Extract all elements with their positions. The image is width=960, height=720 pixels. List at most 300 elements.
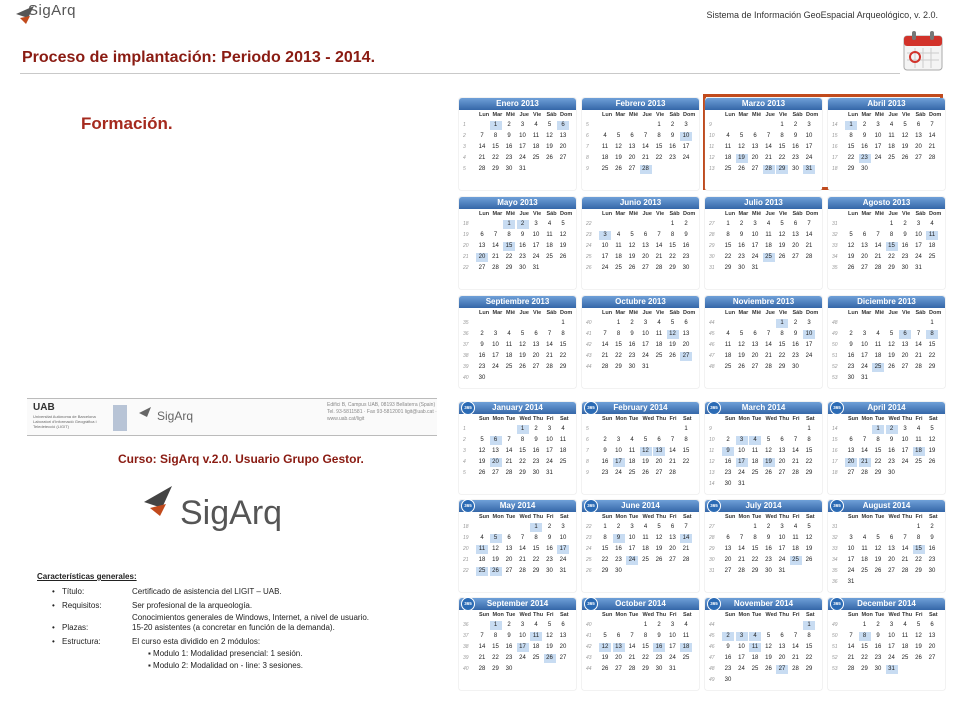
- day-cell: 2: [534, 426, 538, 432]
- weekday-label: Mié: [752, 112, 762, 118]
- day-cell: 25: [861, 568, 868, 574]
- day-cell: 8: [493, 633, 498, 639]
- day-cell: 21: [915, 353, 922, 359]
- day-cell: 2: [630, 320, 634, 326]
- week-number: 41: [586, 633, 592, 639]
- day-cell: 2: [862, 122, 867, 128]
- day-cell: 7: [793, 437, 798, 443]
- day-cell: 19: [601, 655, 609, 661]
- day-cell: 27: [778, 470, 786, 476]
- weekday-label: Dom: [929, 310, 942, 316]
- day-cell: 11: [874, 342, 882, 348]
- weekday-header: [582, 210, 699, 219]
- week-number: 39: [463, 364, 469, 370]
- day-cell: 12: [546, 133, 553, 139]
- day-cell: 19: [655, 546, 663, 552]
- day-cell: 2: [616, 524, 621, 530]
- weekday-label: Tue: [629, 514, 639, 520]
- day-cell: 4: [726, 331, 730, 337]
- day-cell: 27: [901, 364, 909, 370]
- day-cell: 8: [616, 331, 621, 337]
- day-cell: 26: [765, 470, 772, 476]
- day-cell: 28: [478, 666, 486, 672]
- weekday-label: Sáb: [669, 310, 680, 316]
- day-cell: 1: [726, 221, 730, 227]
- day-cell: 13: [613, 643, 625, 652]
- day-cell: 9: [862, 133, 867, 139]
- day-cell: 14: [792, 448, 799, 454]
- week-number: 8: [586, 459, 589, 465]
- week-number: 5: [463, 166, 466, 172]
- day-cell: 21: [519, 557, 526, 563]
- day-cell: 11: [888, 133, 895, 139]
- day-cell: 30: [888, 470, 895, 476]
- week-number: 41: [586, 331, 592, 337]
- weekday-header: [705, 611, 822, 620]
- day-cell: 8: [753, 535, 757, 541]
- day-cell: 8: [520, 437, 525, 443]
- weekday-label: Dom: [683, 310, 696, 316]
- doc-sigarq-label: SigArq: [157, 409, 194, 423]
- day-cell: 3: [780, 524, 784, 530]
- week-number: 45: [709, 331, 715, 337]
- day-cell: 29: [492, 666, 499, 672]
- day-cell: 5: [657, 524, 661, 530]
- day-cell: 22: [724, 254, 732, 260]
- week-number: 5: [586, 426, 589, 432]
- day-cell: 4: [726, 133, 730, 139]
- week-number: 40: [586, 622, 592, 628]
- day-cell: 9: [507, 633, 511, 639]
- month-title: January 2014: [459, 402, 576, 414]
- weekday-header: [459, 513, 576, 522]
- day-cell: 26: [928, 459, 936, 465]
- day-cell: 24: [805, 353, 813, 359]
- day-cell: 16: [724, 655, 732, 661]
- day-cell: 23: [792, 353, 799, 359]
- day-cell: 13: [642, 243, 649, 249]
- weekday-label: Fri: [546, 612, 554, 618]
- day-cell: 27: [642, 265, 649, 271]
- weekday-label: Mié: [506, 310, 516, 316]
- day-cell: 20: [476, 253, 488, 262]
- day-cell: 17: [805, 144, 813, 150]
- day-cell: 21: [874, 254, 882, 260]
- day-cell: 8: [807, 633, 811, 639]
- weekday-header: [705, 309, 822, 318]
- weekday-label: Thu: [779, 416, 790, 422]
- day-cell: 20: [751, 353, 759, 359]
- day-cell: 17: [738, 655, 745, 661]
- day-cell: 29: [915, 568, 922, 574]
- day-cell: 8: [670, 232, 675, 238]
- month-title: April 2014: [828, 402, 945, 414]
- day-cell: 3: [630, 524, 634, 530]
- day-cell: 22: [751, 557, 759, 563]
- day-cell: 12: [805, 535, 813, 541]
- day-cell: 24: [738, 470, 745, 476]
- day-cell: 14: [792, 644, 799, 650]
- day-cell: 19: [559, 243, 567, 249]
- day-cell: 9: [766, 535, 771, 541]
- day-cell: 4: [547, 221, 552, 227]
- day-cell: 9: [603, 448, 607, 454]
- day-cell: 24: [601, 265, 609, 271]
- day-cell: 4: [862, 535, 867, 541]
- weekday-header: [582, 111, 699, 120]
- day-cell: 10: [874, 133, 882, 139]
- day-cell: 11: [926, 231, 938, 240]
- day-cell: 4: [903, 622, 907, 628]
- day-cell: 14: [765, 144, 772, 150]
- day-cell: 11: [505, 342, 513, 348]
- day-cell: 31: [519, 166, 526, 172]
- day-cell: 6: [753, 331, 757, 337]
- week-number: 11: [709, 448, 715, 454]
- day-cell: 15: [805, 448, 813, 454]
- day-cell: 26: [655, 557, 663, 563]
- weekday-label: Vie: [779, 310, 788, 316]
- day-cell: 28: [655, 265, 663, 271]
- feature-key: Plazas:: [62, 623, 89, 632]
- day-cell: 6: [684, 320, 688, 326]
- week-number: 44: [709, 622, 715, 628]
- week-number: 28: [709, 535, 715, 541]
- week-number: 12: [709, 155, 715, 161]
- day-cell: 12: [778, 232, 786, 238]
- day-cell: 5: [739, 331, 744, 337]
- feature-value: 15-20 asistentes (a concretar en función de la demanda).: [132, 623, 335, 632]
- week-number: 27: [709, 524, 715, 530]
- day-cell: 25: [928, 254, 936, 260]
- day-cell: 28: [492, 265, 499, 271]
- weekday-label: Jue: [888, 211, 898, 217]
- day-cell: 29: [492, 166, 499, 172]
- day-cell: 10: [847, 546, 855, 552]
- day-cell: 12: [667, 330, 679, 339]
- weekday-label: Mon: [861, 514, 873, 520]
- day-cell: 28: [546, 364, 553, 370]
- day-cell: 15: [559, 342, 567, 348]
- day-cell: 18: [478, 557, 486, 563]
- week-number: 26: [586, 265, 592, 271]
- day-cell: 17: [601, 254, 609, 260]
- weekday-label: Vie: [902, 211, 911, 217]
- day-cell: 9: [889, 437, 894, 443]
- day-cell: 21: [642, 155, 649, 161]
- day-cell: 18: [751, 459, 759, 465]
- day-cell: 30: [901, 265, 909, 271]
- week-number: 26: [586, 568, 592, 574]
- month-title: February 2014: [582, 402, 699, 414]
- day-cell: 18: [680, 643, 692, 652]
- week-number: 34: [832, 254, 838, 260]
- day-cell: 13: [559, 133, 567, 139]
- week-number: 9: [709, 122, 712, 128]
- week-number: 48: [709, 666, 715, 672]
- weekday-label: Fri: [669, 416, 677, 422]
- day-cell: 6: [557, 121, 569, 130]
- day-cell: 14: [765, 342, 772, 348]
- week-number: 52: [832, 364, 838, 370]
- day-cell: 5: [849, 232, 853, 238]
- day-cell: 10: [738, 644, 745, 650]
- week-number: 6: [586, 133, 589, 139]
- month-calendar: [828, 598, 945, 690]
- day-cell: 22: [642, 655, 649, 661]
- day-cell: 23: [478, 364, 486, 370]
- day-cell: 30: [874, 666, 882, 672]
- day-cell: 13: [792, 232, 799, 238]
- day-cell: 22: [805, 655, 813, 661]
- week-number: 22: [586, 221, 592, 227]
- weekday-label: Sáb: [915, 310, 926, 316]
- day-cell: 16: [653, 643, 665, 652]
- weekday-header: [705, 513, 822, 522]
- day-cell: 27: [751, 364, 759, 370]
- week-number: 14: [832, 426, 838, 432]
- day-cell: 1: [517, 425, 529, 434]
- day-cell: 18: [546, 243, 553, 249]
- day-cell: 29: [805, 470, 813, 476]
- day-cell: 16: [792, 144, 799, 150]
- week-number: 29: [709, 546, 715, 552]
- day-cell: 25: [872, 363, 884, 372]
- weekday-label: Sat: [560, 612, 569, 618]
- day-cell: 26: [615, 166, 622, 172]
- day-cell: 19: [778, 243, 786, 249]
- day-cell: 24: [519, 155, 526, 161]
- day-cell: 25: [724, 166, 732, 172]
- weekday-label: Mon: [492, 514, 504, 520]
- weekday-header: [582, 513, 699, 522]
- day-cell: 28: [915, 364, 922, 370]
- day-cell: 16: [532, 448, 540, 454]
- day-cell: 22: [915, 557, 922, 563]
- day-cell: 20: [655, 459, 663, 465]
- day-cell: 19: [765, 655, 772, 661]
- month-calendar: [828, 98, 945, 190]
- weekday-label: Fri: [669, 514, 677, 520]
- weekday-label: Vie: [779, 211, 788, 217]
- day-cell: 2: [766, 524, 771, 530]
- day-cell: 1: [889, 221, 894, 227]
- day-cell: 12: [765, 644, 772, 650]
- week-number: 10: [709, 437, 715, 443]
- day-cell: 2: [670, 122, 675, 128]
- day-cell: 5: [916, 622, 921, 628]
- day-cell: 6: [753, 133, 757, 139]
- day-cell: 15: [601, 546, 609, 552]
- day-cell: 12: [847, 243, 855, 249]
- day-cell: 19: [478, 459, 486, 465]
- day-cell: 1: [657, 122, 661, 128]
- week-number: 19: [463, 232, 469, 238]
- day-cell: 24: [559, 557, 567, 563]
- weekday-label: Mié: [875, 310, 885, 316]
- day-cell: 17: [888, 644, 895, 650]
- day-cell: 16: [505, 144, 513, 150]
- weekday-label: Sat: [560, 416, 569, 422]
- week-number: 28: [709, 232, 715, 238]
- day-cell: 13: [532, 342, 540, 348]
- day-cell: 6: [670, 524, 675, 530]
- calendar-365-icon: 365: [830, 499, 844, 513]
- week-number: 42: [586, 644, 592, 650]
- weekday-label: Sáb: [546, 112, 557, 118]
- day-cell: 7: [807, 221, 811, 227]
- day-cell: 14: [655, 243, 663, 249]
- weekday-label: Mar: [738, 112, 749, 118]
- month-calendar: [582, 402, 699, 494]
- day-cell: 16: [901, 243, 909, 249]
- day-cell: 4: [749, 436, 761, 445]
- week-number: 31: [709, 265, 715, 271]
- month-title: Diciembre 2013: [828, 296, 945, 308]
- day-cell: 30: [738, 265, 745, 271]
- day-cell: 27: [928, 655, 936, 661]
- day-cell: 28: [874, 265, 882, 271]
- day-cell: 15: [861, 644, 868, 650]
- day-cell: 26: [888, 364, 895, 370]
- day-cell: 16: [847, 353, 855, 359]
- day-cell: 3: [903, 426, 907, 432]
- week-number: 22: [463, 265, 469, 271]
- day-cell: 28: [765, 364, 772, 370]
- week-number: 21: [463, 254, 469, 260]
- week-number: 48: [832, 320, 838, 326]
- day-cell: 18: [532, 144, 540, 150]
- weekday-label: Sáb: [915, 211, 926, 217]
- weekday-label: Thu: [779, 612, 790, 618]
- day-cell: 22: [505, 254, 513, 260]
- day-cell: 23: [655, 655, 663, 661]
- day-cell: 4: [643, 524, 648, 530]
- day-cell: 29: [888, 265, 895, 271]
- day-cell: 17: [532, 243, 540, 249]
- day-cell: 10: [519, 633, 526, 639]
- day-cell: 4: [480, 535, 484, 541]
- day-cell: 22: [888, 254, 895, 260]
- day-cell: 4: [534, 622, 538, 628]
- day-cell: 31: [559, 568, 567, 574]
- day-cell: 12: [478, 448, 486, 454]
- day-cell: 14: [601, 342, 609, 348]
- weekday-label: Mon: [615, 612, 627, 618]
- day-cell: 23: [601, 470, 609, 476]
- day-cell: 18: [765, 243, 772, 249]
- day-cell: 22: [519, 459, 526, 465]
- weekday-label: Mar: [738, 211, 749, 217]
- week-number: 7: [586, 448, 589, 454]
- day-cell: 20: [669, 546, 676, 552]
- day-cell: 29: [776, 165, 788, 174]
- day-cell: 28: [861, 470, 868, 476]
- week-number: 9: [709, 426, 712, 432]
- week-number: 22: [586, 524, 592, 530]
- day-cell: 11: [792, 535, 799, 541]
- day-cell: 11: [901, 633, 909, 639]
- weekday-label: Fri: [669, 612, 677, 618]
- weekday-label: Sun: [725, 612, 736, 618]
- week-number: 31: [832, 524, 838, 530]
- day-cell: 13: [724, 546, 732, 552]
- weekday-label: Thu: [533, 612, 544, 618]
- day-cell: 17: [861, 353, 868, 359]
- day-cell: 27: [861, 265, 868, 271]
- day-cell: 3: [807, 122, 811, 128]
- calendar-365-icon: 365: [707, 401, 721, 415]
- day-cell: 15: [615, 342, 622, 348]
- day-cell: 22: [874, 459, 882, 465]
- week-number: 44: [709, 320, 715, 326]
- day-cell: 8: [807, 437, 811, 443]
- weekday-label: Mar: [861, 112, 872, 118]
- page-title: Proceso de implantación: Periodo 2013 - 2014.: [22, 49, 376, 66]
- day-cell: 8: [916, 535, 921, 541]
- weekday-label: Mon: [738, 416, 750, 422]
- weekday-label: Sáb: [546, 211, 557, 217]
- weekday-label: Mon: [615, 514, 627, 520]
- day-cell: 12: [655, 535, 663, 541]
- weekday-header: [459, 210, 576, 219]
- day-cell: 5: [520, 331, 525, 337]
- day-cell: 20: [751, 155, 759, 161]
- day-cell: 2: [849, 331, 853, 337]
- weekday-label: Tue: [629, 612, 639, 618]
- day-cell: 25: [615, 265, 622, 271]
- day-cell: 5: [766, 633, 771, 639]
- day-cell: 1: [616, 320, 621, 326]
- day-cell: 1: [684, 426, 688, 432]
- day-cell: 23: [519, 254, 526, 260]
- day-cell: 22: [928, 353, 936, 359]
- weekday-label: Dom: [806, 211, 819, 217]
- day-cell: 9: [793, 133, 798, 139]
- calendar-365-icon: 365: [830, 401, 844, 415]
- feature-value: Ser profesional de la arqueología.: [132, 601, 253, 610]
- month-calendar: [828, 500, 945, 592]
- day-cell: 10: [559, 535, 567, 541]
- day-cell: 20: [505, 557, 513, 563]
- day-cell: 30: [765, 568, 772, 574]
- week-number: 22: [463, 568, 469, 574]
- day-cell: 3: [889, 622, 894, 628]
- weekday-label: Mié: [875, 211, 885, 217]
- weekday-label: Wed: [519, 416, 532, 422]
- day-cell: 12: [738, 342, 745, 348]
- day-cell: 8: [859, 632, 871, 641]
- day-cell: 24: [532, 254, 540, 260]
- bullet-icon: •: [52, 623, 55, 632]
- day-cell: 29: [532, 568, 540, 574]
- weekday-label: Lun: [725, 112, 736, 118]
- day-cell: 8: [849, 133, 853, 139]
- week-number: 18: [832, 470, 838, 476]
- day-cell: 26: [546, 155, 553, 161]
- day-cell: 2: [722, 632, 734, 641]
- weekday-label: Thu: [533, 416, 544, 422]
- week-number: 3: [463, 144, 466, 150]
- day-cell: 21: [901, 557, 909, 563]
- day-cell: 27: [559, 155, 567, 161]
- day-cell: 21: [859, 458, 871, 467]
- day-cell: 12: [628, 243, 636, 249]
- day-cell: 22: [492, 155, 499, 161]
- week-number: 40: [463, 375, 469, 381]
- weekday-label: Lun: [725, 310, 736, 316]
- day-cell: 18: [913, 447, 925, 456]
